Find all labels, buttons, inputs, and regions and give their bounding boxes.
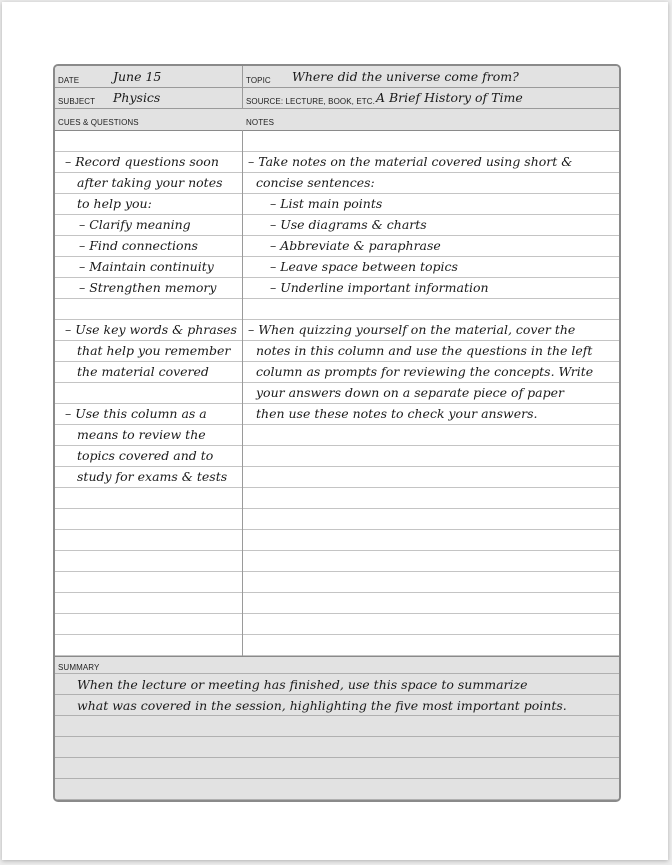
ruled-line [55,235,619,236]
ruled-line [55,340,619,341]
ruled-line [55,550,619,551]
cue-line: – Record questions soon [65,154,219,169]
note-line: – List main points [270,196,383,211]
ruled-line [55,193,619,194]
summary-line: what was covered in the session, highlighting the five most important points. [77,698,567,713]
ruled-line [55,172,619,173]
ruled-line [55,592,619,593]
cues-column-label: CUES & QUESTIONS [58,118,139,127]
ruled-line [55,508,619,509]
notes-column-label: NOTES [246,118,275,127]
summary-section [55,656,619,800]
ruled-line [55,277,619,278]
note-line: – When quizzing yourself on the material, cover the [248,322,576,337]
ruled-line [55,613,619,614]
note-line: – Use diagrams & charts [270,217,427,232]
summary-label: SUMMARY [58,663,100,672]
note-line: – Take notes on the material covered using short & [248,154,573,169]
header-column-divider [242,66,243,108]
subject-value: Physics [113,90,161,105]
summary-ruled-line [55,715,619,716]
note-line: column as prompts for reviewing the concepts. Write [256,364,594,379]
note-line: – Leave space between topics [270,259,458,274]
ruled-line [55,403,619,404]
note-line: notes in this column and use the questions in the left [256,343,593,358]
ruled-line [55,298,619,299]
summary-ruled-line [55,778,619,779]
summary-ruled-line [55,799,619,800]
ruled-line [55,487,619,488]
ruled-line [55,445,619,446]
ruled-line [55,571,619,572]
cue-line: study for exams & tests [77,469,228,484]
cue-line: that help you remember [77,343,231,358]
cue-column-divider [242,130,243,656]
ruled-line [55,466,619,467]
cue-line: – Maintain continuity [79,259,214,274]
date-label: DATE [58,76,80,85]
ruled-line [55,529,619,530]
note-line: – Abbreviate & paraphrase [270,238,441,253]
cue-line: – Strengthen memory [79,280,217,295]
header-divider [55,87,619,88]
ruled-line [55,382,619,383]
subject-label: SUBJECT [58,97,96,106]
cue-line: – Use this column as a [65,406,207,421]
note-line: then use these notes to check your answers. [256,406,538,421]
ruled-line [55,256,619,257]
header-section [55,66,619,130]
cue-line: after taking your notes [77,175,223,190]
date-value: June 15 [113,69,162,84]
summary-top-border [55,656,619,657]
ruled-line [55,151,619,152]
note-line: – Underline important information [270,280,489,295]
note-line: your answers down on a separate piece of paper [256,385,565,400]
summary-ruled-line [55,694,619,695]
ruled-line [55,361,619,362]
ruled-line [55,319,619,320]
topic-value: Where did the universe come from? [292,69,519,84]
summary-ruled-line [55,757,619,758]
topic-label: TOPIC [246,76,271,85]
source-value: A Brief History of Time [376,90,523,105]
ruled-line [55,214,619,215]
header-divider [55,108,619,109]
cue-line: means to review the [77,427,206,442]
cue-line: to help you: [77,196,152,211]
cornell-notes-form [53,64,621,802]
source-label: SOURCE: LECTURE, BOOK, ETC. [246,97,375,106]
summary-line: When the lecture or meeting has finished, use this space to summarize [77,677,528,692]
cue-line: the material covered [77,364,209,379]
summary-ruled-line [55,673,619,674]
cue-line: – Find connections [79,238,198,253]
summary-ruled-line [55,736,619,737]
ruled-line [55,424,619,425]
ruled-line [55,634,619,635]
cue-line: – Use key words & phrases [65,322,237,337]
cue-line: topics covered and to [77,448,214,463]
notebook-page [2,2,668,860]
note-line: concise sentences: [256,175,375,190]
cue-line: – Clarify meaning [79,217,191,232]
header-bottom-border [55,130,619,131]
